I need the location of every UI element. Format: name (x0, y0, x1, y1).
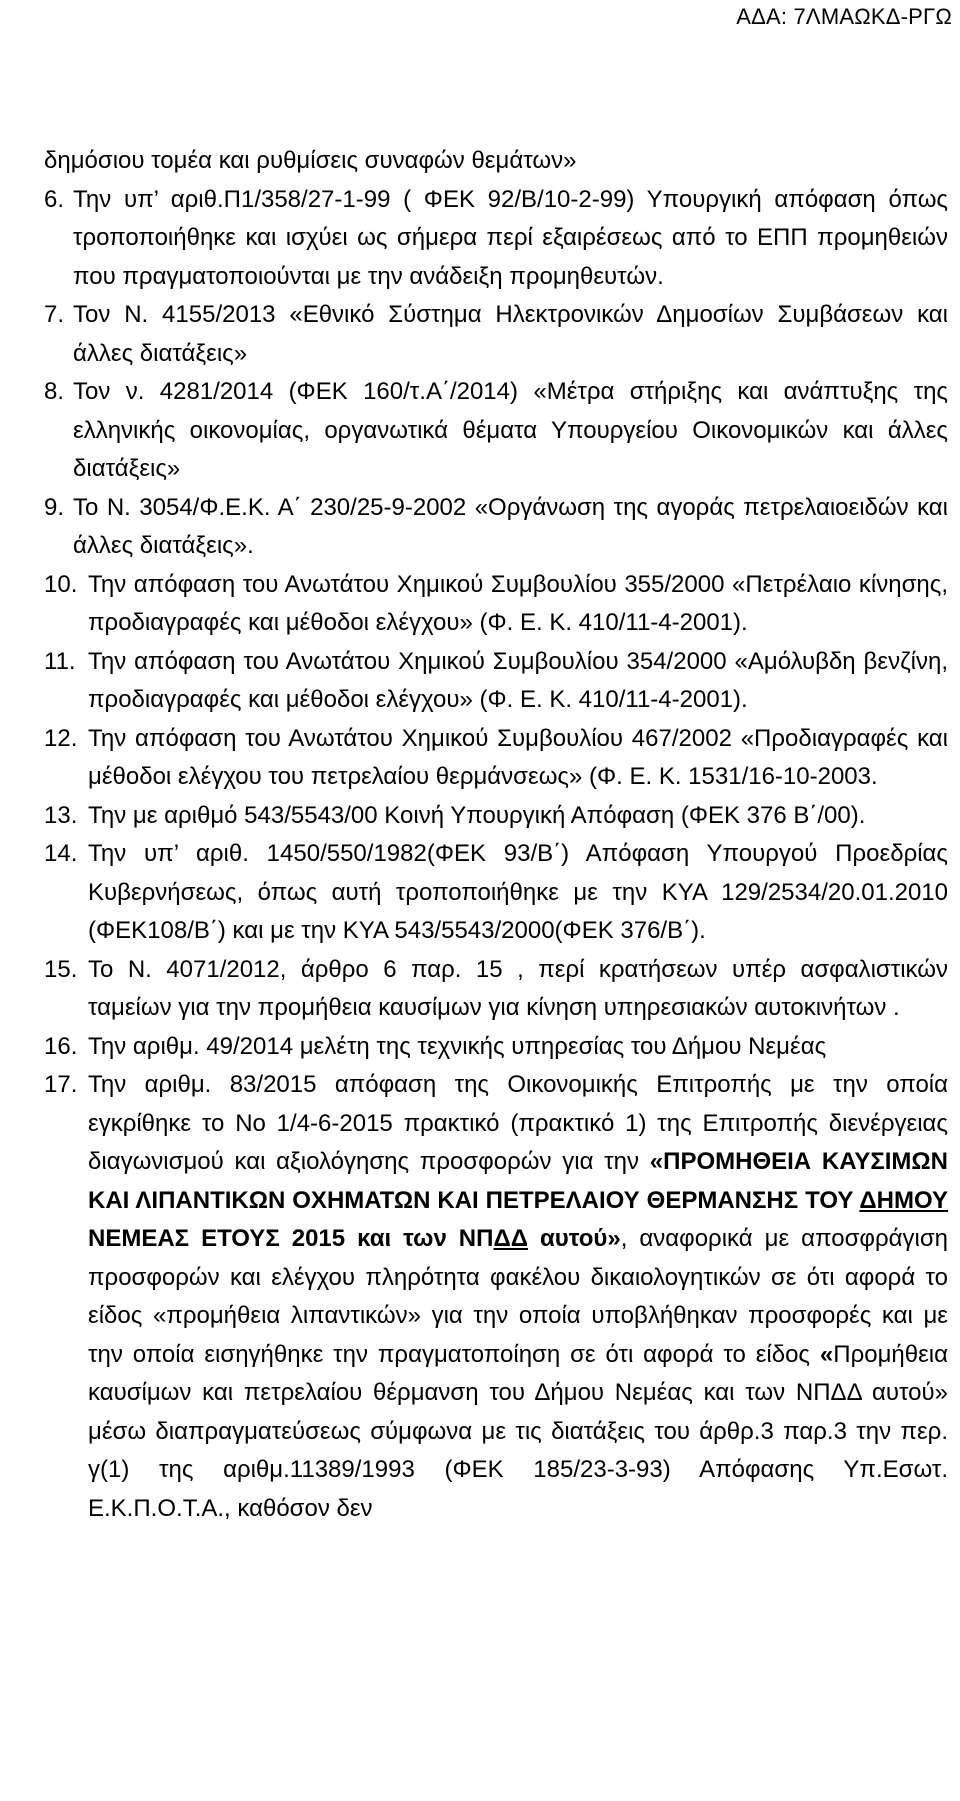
item-number: 17. (44, 1071, 78, 1098)
item-text: Την απόφαση του Ανωτάτου Χημικού Συμβουλίου 467/2002 «Προδιαγραφές και μέθοδοι ελέγχου του πετρελαίου θερμάνσεως» (Φ. Ε. Κ. 1531/16-10-2003. (88, 724, 948, 790)
list-item (44, 643, 948, 720)
item17-text-part3: Προμήθεια καυσίμων και πετρελαίου θέρμανση του Δήμου Νεμέας και των ΝΠΔΔ αυτού» μέσω διαπραγματεύσεως σύμφωνα με τις διατάξεις του άρθρ.3 παρ.3 την περ. γ(1) της αριθμ.11389/1993 (ΦΕΚ 185/23-3-93) Απόφασης Υπ.Εσωτ. Ε.Κ.Π.Ο.Τ.Α., καθόσον δεν (88, 1340, 948, 1522)
item-text: Το Ν. 4071/2012, άρθρο 6 παρ. 15 , περί κρατήσεων υπέρ ασφαλιστικών ταμείων για την προμήθεια καυσίμων για κίνηση υπηρεσιακών αυτοκινήτων . (88, 955, 948, 1021)
item-text: Την με αριθμό 543/5543/00 Κοινή Υπουργική Απόφαση (ΦΕΚ 376 Β΄/00). (88, 801, 866, 829)
list-item (44, 181, 948, 297)
list-item-17 (44, 1066, 948, 1528)
item-number: 6. (44, 185, 65, 213)
item-text: Το Ν. 3054/Φ.Ε.Κ. Α΄ 230/25-9-2002 «Οργάνωση της αγοράς πετρελαιοειδών και άλλες διατάξεις». (73, 493, 948, 559)
item-number: 9. (44, 493, 65, 521)
item-text: Την υπ’ αριθ. 1450/550/1982(ΦΕΚ 93/Β΄) Απόφαση Υπουργού Προεδρίας Κυβερνήσεως, όπως αυτή τροποποιήθηκε με την ΚΥΑ 129/2534/20.01.2010 (ΦΕΚ108/Β΄) και με την ΚΥΑ 543/5543/2000(ΦΕΚ 376/Β΄). (88, 840, 948, 944)
item17-bold-title-3: αυτού» (527, 1225, 621, 1252)
list-item (44, 797, 948, 836)
item-text: Την αριθμ. 49/2014 μελέτη της τεχνικής υπηρεσίας του Δήμου Νεμέας (88, 1032, 827, 1060)
item-number: 13. (44, 801, 78, 829)
list-item (44, 720, 948, 797)
item-text: Τον Ν. 4155/2013 «Εθνικό Σύστημα Ηλεκτρονικών Δημοσίων Συμβάσεων και άλλες διατάξεις» (73, 301, 948, 367)
list-item (44, 489, 948, 566)
item-number: 10. (44, 570, 78, 598)
item-number: 7. (44, 301, 65, 328)
ada-header: ΑΔΑ: 7ΛΜΑΩΚΔ-ΡΓΩ (736, 4, 952, 29)
list-item (44, 951, 948, 1028)
list-item (44, 373, 948, 489)
item17-bold-title-1: «ΠΡΟΜΗΘΕΙΑ ΚΑΥΣΙΜΩΝ ΚΑΙ ΛΙΠΑΝΤΙΚΩΝ ΟΧΗΜΑΤΩΝ ΚΑΙ ΠΕΤΡΕΛΑΙΟΥ ΘΕΡΜΑΝΣΗΣ ΤΟΥ (88, 1148, 948, 1214)
document-body (44, 142, 948, 1528)
list-item (44, 835, 948, 951)
item-text (88, 1066, 948, 1528)
item17-bold-title-2: ΝΕΜΕΑΣ ΕΤΟΥΣ 2015 και των ΝΠ (88, 1225, 494, 1252)
item-text: Την απόφαση του Ανωτάτου Χημικού Συμβουλίου 355/2000 «Πετρέλαιο κίνησης, προδιαγραφές και μέθοδοι ελέγχου» (Φ. Ε. Κ. 410/11-4-2001). (88, 570, 948, 636)
item17-bold-underlined-2: ΔΔ (493, 1225, 528, 1252)
item-number: 11. (44, 647, 76, 675)
item-number: 16. (44, 1032, 78, 1060)
item-text: Την υπ’ αριθ.Π1/358/27-1-99 ( ΦΕΚ 92/Β/10-2-99) Υπουργική απόφαση όπως τροποποιήθηκε και ισχύει ως σήμερα περί εξαιρέσεως από το ΕΠΠ προμηθειών που πραγματοποιούνται με την ανάδειξη προμηθευτών. (73, 185, 948, 290)
list-item (44, 1028, 948, 1067)
item17-bold-underlined-1: ΔΗΜΟΥ (859, 1186, 948, 1214)
item-number: 12. (44, 724, 78, 752)
item17-text-part1: Την αριθμ. 83/2015 απόφαση της Οικονομικής Επιτροπής με την οποία εγκρίθηκε το Νο 1/4-6-2015 πρακτικό (πρακτικό 1) της Επιτροπής διενέργειας διαγωνισμού και αξιολόγησης προσφορών για την (88, 1071, 948, 1175)
list-item (44, 566, 948, 643)
item-number: 8. (44, 378, 65, 405)
item-number: 15. (44, 955, 78, 983)
item17-bold-quote: « (819, 1340, 834, 1368)
list-item (44, 296, 948, 373)
intro-text: δημόσιου τομέα και ρυθμίσεις συναφών θεμάτων» (44, 147, 577, 174)
item17-text-part2: , αναφορικά με αποσφράγιση προσφορών και ελέγχου πληρότητα φακέλου δικαιολογητικών σε ότι αφορά το είδος «προμήθεια λιπαντικών» για την οποία υποβλήθηκαν προσφορές και με την οποία εισηγήθηκε την πραγματοποίηση σε ότι αφορά το είδος (88, 1225, 948, 1368)
item-text: Την απόφαση του Ανωτάτου Χημικού Συμβουλίου 354/2000 «Αμόλυβδη βενζίνη, προδιαγραφές και μέθοδοι ελέγχου» (Φ. Ε. Κ. 410/11-4-2001). (88, 647, 948, 713)
item-number: 14. (44, 840, 78, 867)
item-text: Τον ν. 4281/2014 (ΦΕΚ 160/τ.Α΄/2014) «Μέτρα στήριξης και ανάπτυξης της ελληνικής οικονομίας, οργανωτικά θέματα Υπουργείου Οικονομικών και άλλες διατάξεις» (73, 378, 948, 482)
